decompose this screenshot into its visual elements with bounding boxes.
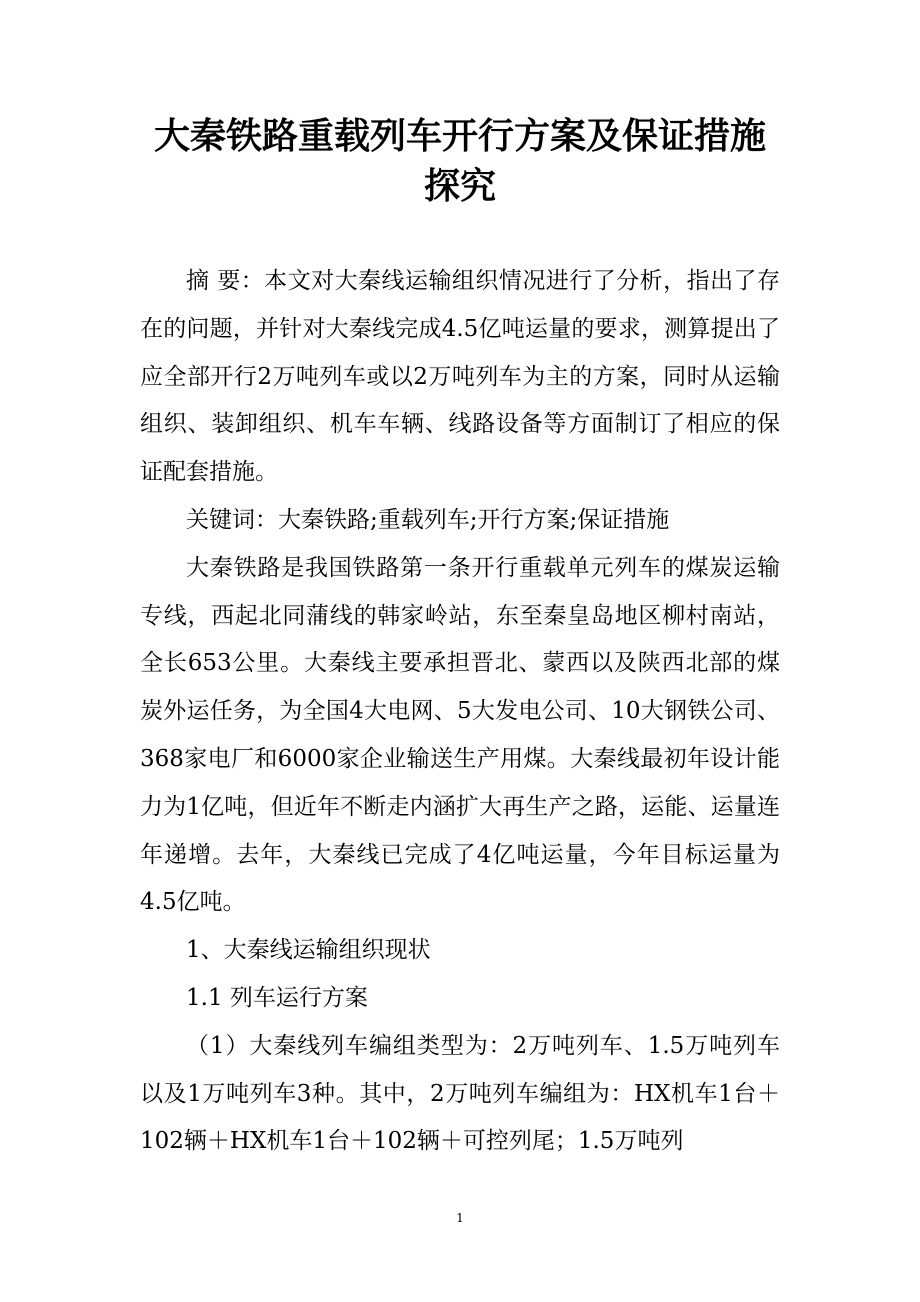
keywords-paragraph: 关键词：大秦铁路;重载列车;开行方案;保证措施 xyxy=(186,506,670,533)
subsection-heading: 1.1 列车运行方案 xyxy=(186,984,368,1011)
section-heading: 1、大秦线运输组织现状 xyxy=(186,937,431,964)
page-number: 1 xyxy=(456,1211,464,1225)
abstract-paragraph: 摘 要：本文对大秦线运输组织情况进行了分析，指出了存在的问题，并针对大秦线完成4.5亿吨运量的要求，测算提出了应全部开行2万吨列车或以2万吨列车为主的方案，同时从运输组织、装卸组织、机车车辆、线路设备等方面制订了相应的保证配套措施。 xyxy=(140,268,780,486)
document-title: 大秦铁路重载列车开行方案及保证措施探究 xyxy=(153,116,766,207)
intro-paragraph: 大秦铁路是我国铁路第一条开行重载单元列车的煤炭运输专线，西起北同蒲线的韩家岭站，东至秦皇岛地区柳村南站，全长653公里。大秦线主要承担晋北、蒙西以及陕西北部的煤炭外运任务，为全国4大电网、5大发电公司、10大钢铁公司、368家电厂和6000家企业输送生产用煤。大秦线最初年设计能力为1亿吨，但近年不断走内涵扩大再生产之路，运能、运量连年递增。去年，大秦线已完成了4亿吨运量，今年目标运量为4.5亿吨。 xyxy=(140,554,780,916)
document-body xyxy=(140,258,780,1166)
body-paragraph: （1）大秦线列车编组类型为：2万吨列车、1.5万吨列车以及1万吨列车3种。其中，2万吨列车编组为：HX机车1台＋102辆＋HX机车1台＋102辆＋可控列尾；1.5万吨列 xyxy=(140,1032,780,1155)
